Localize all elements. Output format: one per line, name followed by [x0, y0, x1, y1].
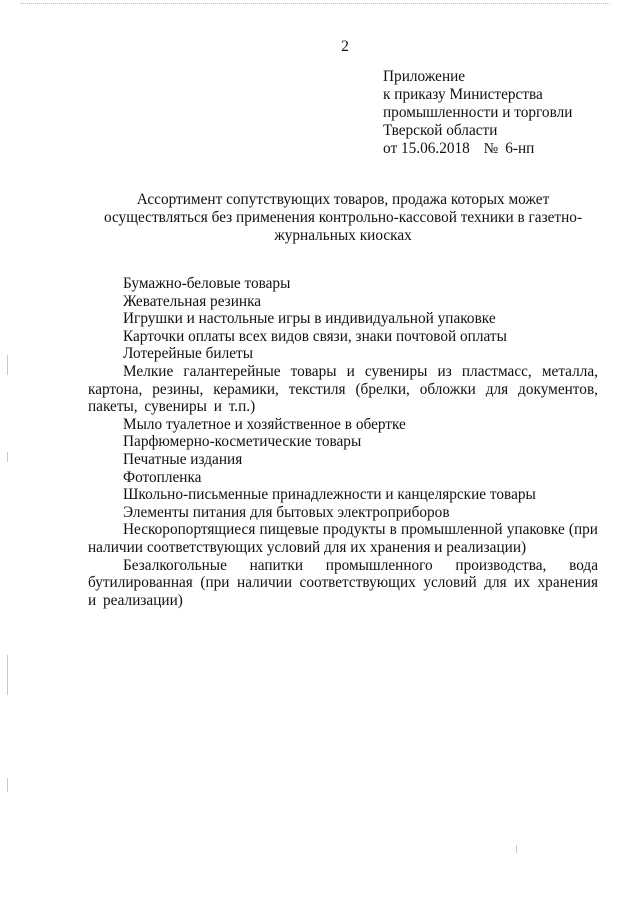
list-item: Карточки оплаты всех видов связи, знаки почтовой оплаты [123, 327, 507, 345]
appendix-block [383, 68, 572, 158]
list-item: Парфюмерно-косметические товары [123, 433, 362, 451]
list-item: Бумажно-беловые товары [123, 275, 291, 292]
appendix-line: промышленности и торговли [383, 104, 573, 121]
appendix-date-line [383, 140, 572, 158]
order-date: 15.06.2018 [400, 140, 470, 157]
page-number: 2 [341, 38, 349, 55]
list-item: Мелкие галантерейные товары и сувениры из пластмасс, металла, картона, резины, керамики, текстиля (брелки, обложки для документов, пакеты, сувениры и т.п.) [88, 362, 598, 416]
title-line: осуществляться без применения контрольно-кассовой техники в газетно- [103, 209, 583, 226]
scan-margin-mark [7, 655, 8, 695]
scan-margin-mark [516, 845, 517, 853]
scan-top-border [20, 3, 610, 4]
appendix-line: к приказу Министерства [383, 86, 543, 103]
list-item: Нескоропортящиеся пищевые продукты в промышленной упаковке (при наличии соответствующих условий для их хранения и реализации) [88, 521, 598, 556]
list-item: Мыло туалетное и хозяйственное в обертке [123, 415, 406, 433]
list-item: Элементы питания для бытовых электроприборов [123, 503, 450, 521]
appendix-line: Приложение [383, 68, 466, 85]
order-number: 6-нп [505, 140, 535, 157]
list-item: Жевательная резинка [123, 292, 262, 310]
list-item: Школьно-письменные принадлежности и канцелярские товары [123, 486, 536, 504]
list-item: Лотерейные билеты [123, 345, 253, 363]
appendix-line: Тверской области [383, 122, 498, 139]
title-line: журнальных киосках [274, 227, 412, 244]
date-prefix: от [383, 140, 398, 157]
goods-list [88, 275, 598, 609]
number-sign: № [483, 140, 499, 157]
scan-margin-mark [7, 778, 8, 792]
list-item: Безалкогольные напитки промышленного производства, вода бутилированная (при наличии соответствующих условий для их хранения и реализации) [88, 556, 598, 609]
list-item: Игрушки и настольные игры в индивидуальной упаковке [123, 310, 496, 328]
list-item: Печатные издания [123, 450, 243, 468]
scan-margin-mark [7, 452, 8, 462]
title-line: Ассортимент сопутствующих товаров, продажа которых может [136, 191, 550, 208]
scan-margin-mark [7, 355, 8, 375]
document-title [88, 191, 598, 245]
list-item: Фотопленка [123, 468, 202, 486]
